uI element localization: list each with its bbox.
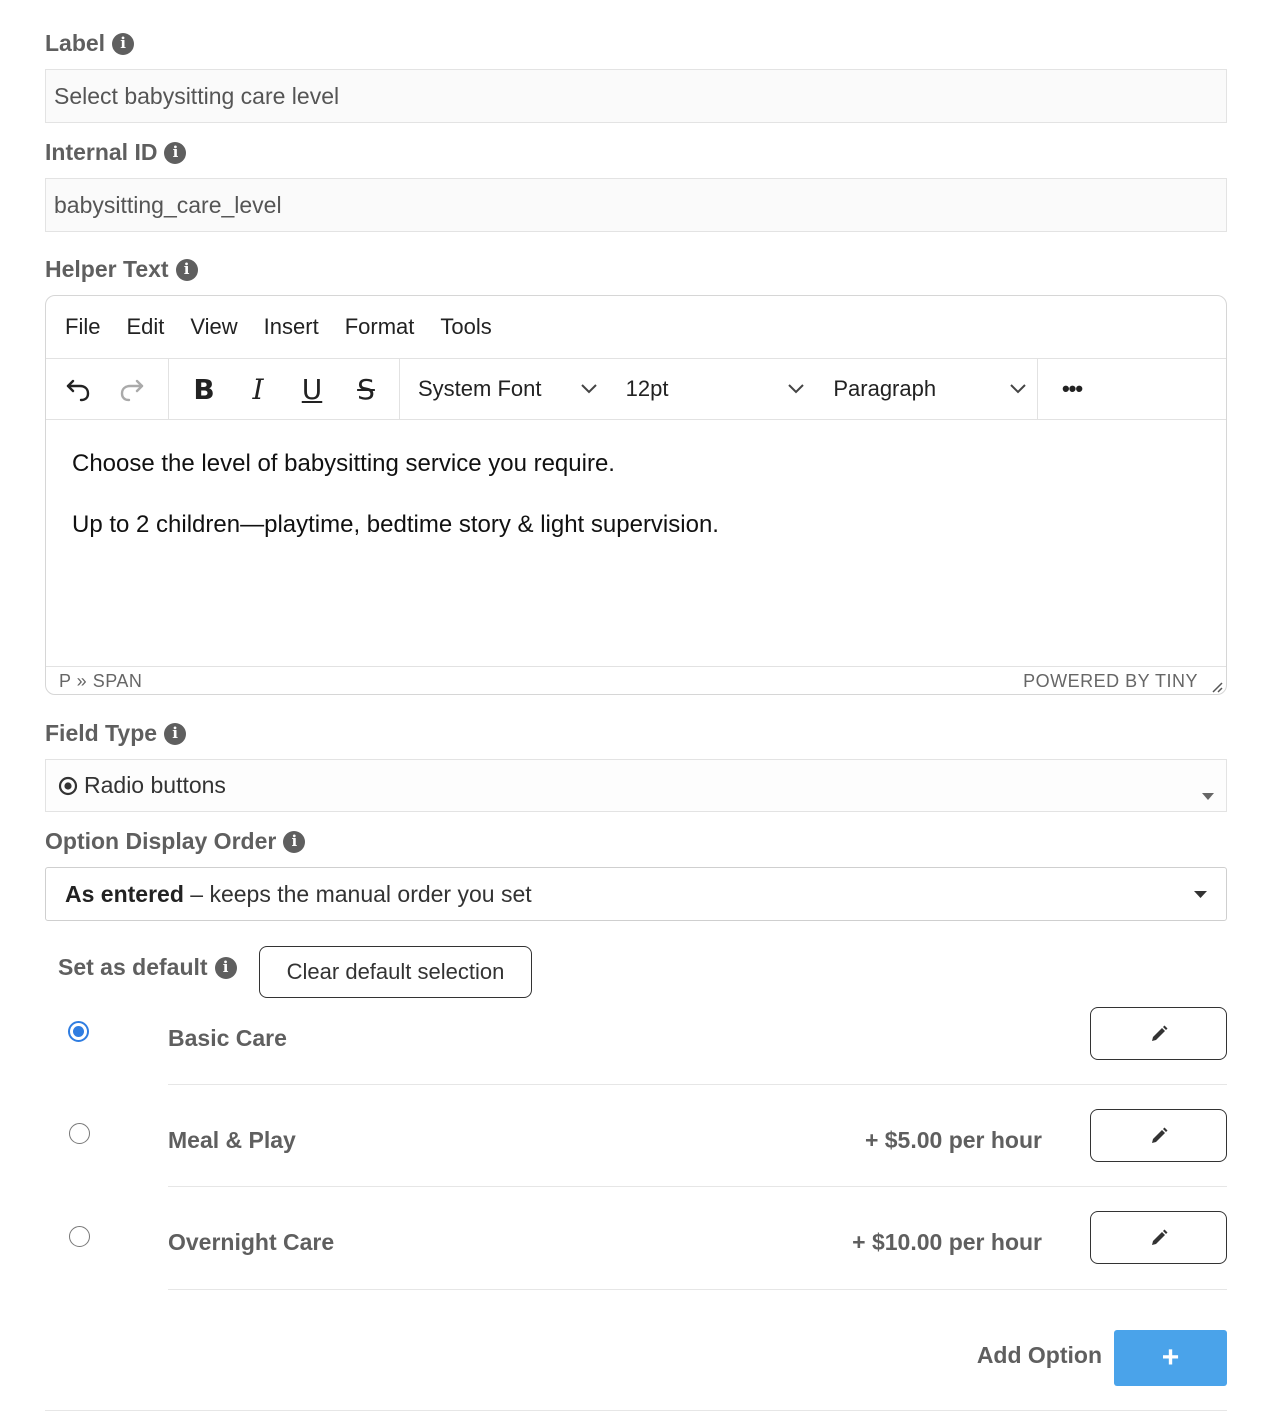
- undo-button[interactable]: [51, 359, 105, 419]
- option-name: Basic Care: [168, 1025, 287, 1051]
- set-as-default-title: Set as default: [58, 954, 208, 980]
- chevron-down-icon: [1009, 383, 1027, 395]
- editor-paragraph: Choose the level of babysitting service you require.: [72, 450, 615, 477]
- option-display-order-label: [45, 828, 305, 855]
- edit-option-button[interactable]: [1090, 1109, 1227, 1162]
- option-name: Meal & Play: [168, 1127, 296, 1153]
- set-as-default-label: [58, 954, 237, 981]
- option-display-order-title: Option Display Order: [45, 828, 277, 854]
- label-field-title: Label: [45, 30, 106, 56]
- label-input[interactable]: [45, 69, 1227, 123]
- block-format-value: Paragraph: [833, 376, 937, 401]
- internal-id-label: [45, 139, 186, 166]
- pencil-icon: [1149, 1126, 1169, 1146]
- underline-button[interactable]: [285, 359, 339, 419]
- more-button[interactable]: [1038, 359, 1106, 419]
- font-family-value: System Font: [418, 376, 542, 401]
- option-name: Overnight Care: [168, 1229, 335, 1255]
- editor-statusbar: [46, 666, 1226, 695]
- info-icon[interactable]: i: [112, 33, 134, 55]
- caret-down-icon: [1202, 793, 1214, 801]
- menu-view[interactable]: View: [190, 314, 238, 339]
- rich-text-editor: [45, 295, 1227, 695]
- menu-file[interactable]: File: [65, 314, 101, 339]
- editor-toolbar: [46, 358, 1226, 420]
- menu-edit[interactable]: Edit: [126, 314, 165, 339]
- underline-glyph: U: [301, 372, 323, 406]
- pencil-icon: [1149, 1024, 1169, 1044]
- order-value-bold: As entered: [65, 880, 184, 907]
- option-price: + $5.00 per hour: [864, 1127, 1042, 1153]
- label-field-label: [45, 30, 134, 57]
- history-group: [46, 359, 169, 419]
- edit-option-button[interactable]: [1090, 1211, 1227, 1264]
- bottom-divider: [45, 1410, 1227, 1411]
- redo-button[interactable]: [105, 359, 159, 419]
- option-divider: [168, 1289, 1227, 1290]
- font-size-select[interactable]: [608, 359, 816, 419]
- bold-button[interactable]: [177, 359, 231, 419]
- bold-glyph: B: [193, 372, 215, 406]
- italic-glyph: I: [252, 372, 264, 406]
- info-icon[interactable]: i: [283, 831, 305, 853]
- option-divider: [168, 1084, 1227, 1085]
- default-radio-overnight-care[interactable]: [69, 1226, 90, 1247]
- field-type-select[interactable]: [45, 759, 1227, 812]
- add-option-button[interactable]: [1114, 1330, 1227, 1386]
- option-display-order-select[interactable]: [45, 867, 1227, 921]
- pencil-icon: [1149, 1228, 1169, 1248]
- clear-default-label: Clear default selection: [286, 959, 505, 984]
- undo-icon: [64, 375, 92, 403]
- field-type-label: [45, 720, 186, 747]
- chevron-down-icon: [580, 383, 598, 395]
- redo-icon: [118, 375, 146, 403]
- plus-icon: +: [1161, 1341, 1180, 1374]
- info-icon[interactable]: i: [164, 142, 186, 164]
- radio-button-icon: [58, 776, 78, 796]
- editor-content[interactable]: [46, 420, 1226, 666]
- resize-handle-icon[interactable]: [1209, 679, 1223, 693]
- add-option-label: Add Option: [976, 1342, 1102, 1368]
- italic-button[interactable]: [231, 359, 285, 419]
- edit-option-button[interactable]: [1090, 1007, 1227, 1060]
- internal-id-title: Internal ID: [45, 139, 158, 165]
- internal-id-input[interactable]: [45, 178, 1227, 232]
- font-size-value: 12pt: [625, 376, 669, 401]
- label-input-value: Select babysitting care level: [54, 82, 340, 109]
- field-type-value: Radio buttons: [84, 772, 226, 798]
- editor-menubar: [46, 296, 1226, 358]
- chevron-down-icon: [787, 383, 805, 395]
- element-path[interactable]: P » SPAN: [59, 670, 143, 691]
- info-icon[interactable]: i: [176, 259, 198, 281]
- powered-by-tiny[interactable]: POWERED BY TINY: [1023, 670, 1198, 691]
- helper-text-label: [45, 256, 198, 283]
- field-type-title: Field Type: [45, 720, 158, 746]
- info-icon[interactable]: i: [164, 723, 186, 745]
- menu-insert[interactable]: Insert: [263, 314, 319, 339]
- option-divider: [168, 1186, 1227, 1187]
- block-format-select[interactable]: [815, 359, 1037, 419]
- editor-paragraph: Up to 2 children—playtime, bedtime story & light supervision.: [72, 511, 719, 538]
- font-family-select[interactable]: [400, 359, 608, 419]
- internal-id-value: babysitting_care_level: [54, 191, 282, 218]
- select-group: [400, 359, 1038, 419]
- clear-default-button[interactable]: [259, 946, 532, 998]
- menu-format[interactable]: Format: [344, 314, 415, 339]
- option-price: + $10.00 per hour: [852, 1229, 1042, 1255]
- default-radio-meal-play[interactable]: [69, 1123, 90, 1144]
- more-icon: •••: [1061, 376, 1083, 401]
- helper-text-title: Helper Text: [45, 256, 169, 282]
- info-icon[interactable]: i: [215, 957, 237, 979]
- caret-down-icon: [1194, 891, 1207, 899]
- strikethrough-glyph: S: [357, 372, 375, 406]
- order-value-rest: – keeps the manual order you set: [183, 880, 532, 907]
- format-group: [169, 359, 400, 419]
- strikethrough-button[interactable]: [339, 359, 393, 419]
- default-radio-basic-care[interactable]: [68, 1021, 89, 1042]
- menu-tools[interactable]: Tools: [440, 314, 492, 339]
